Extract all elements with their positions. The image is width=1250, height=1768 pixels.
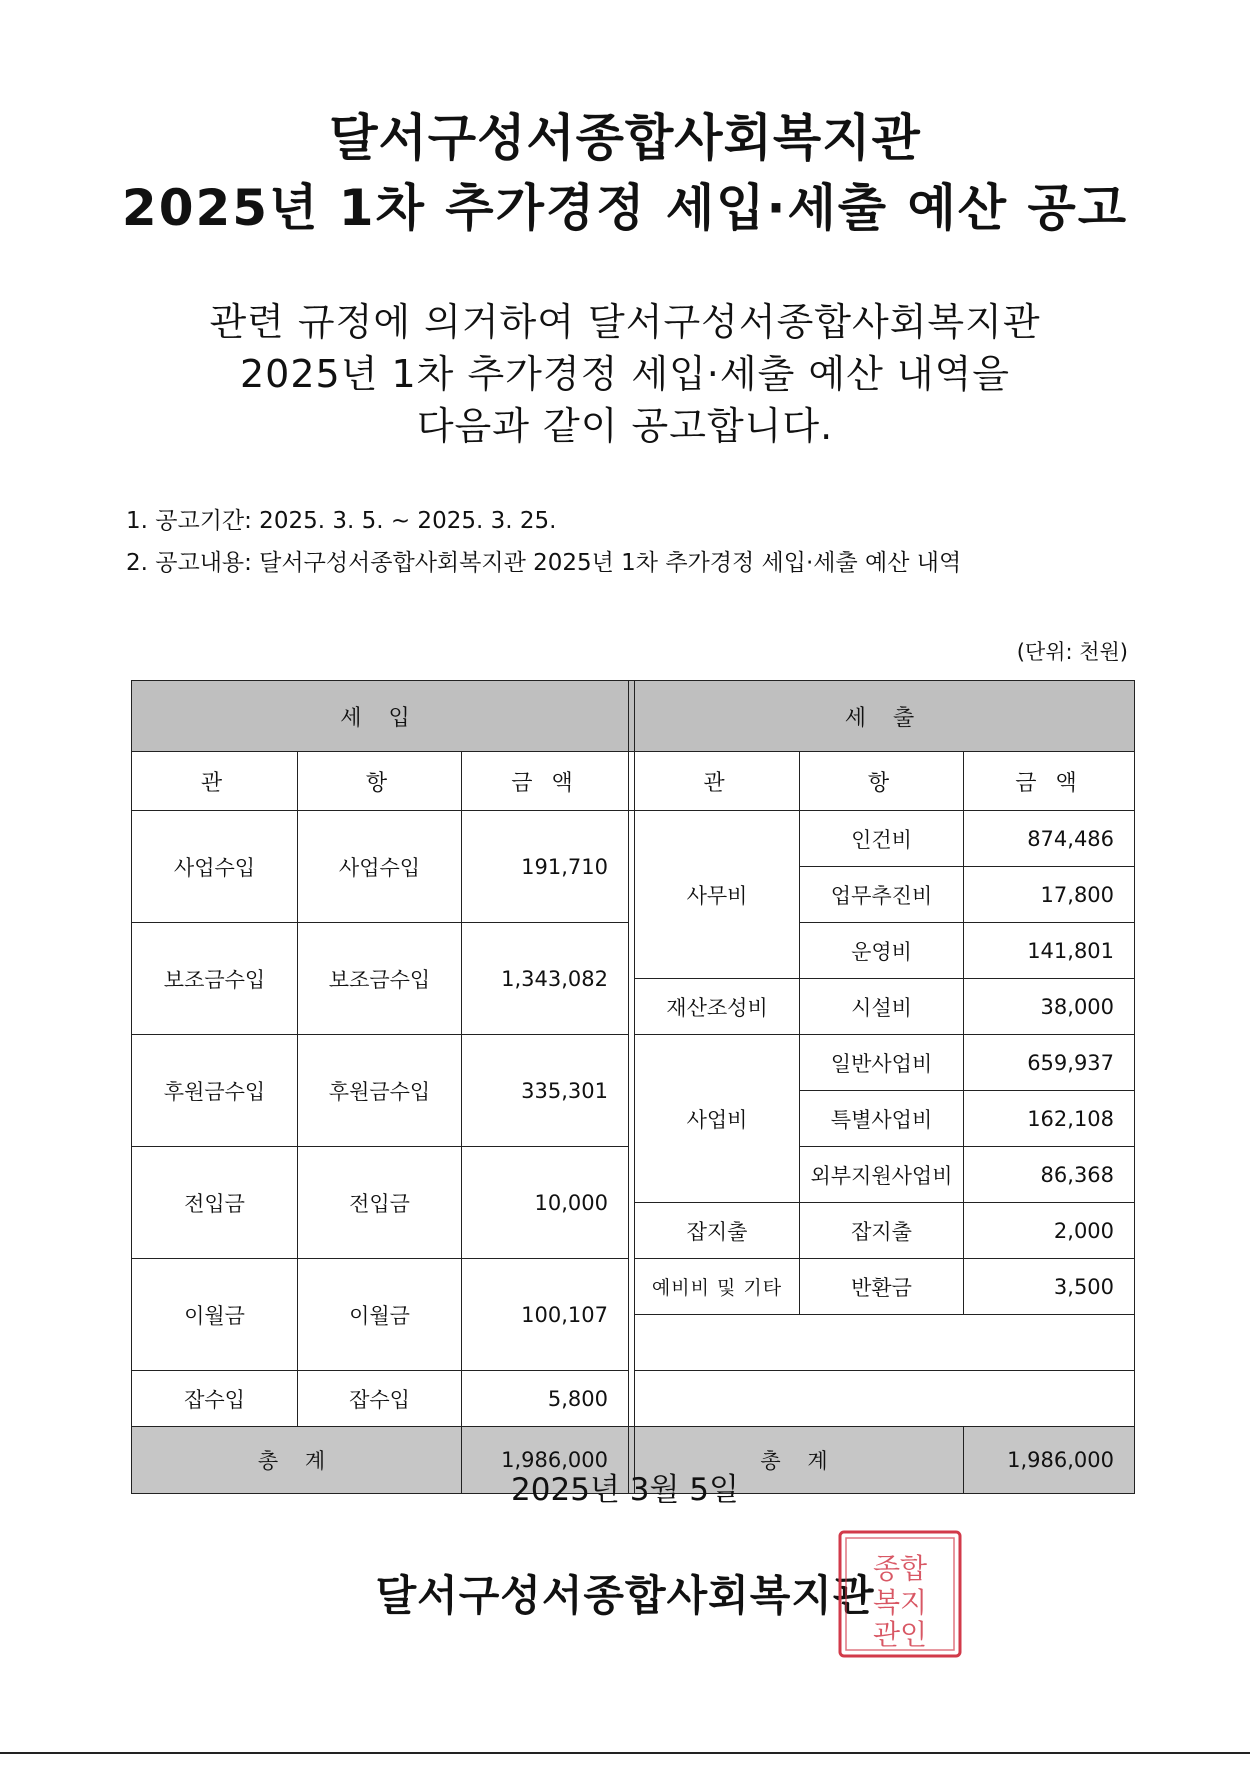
expense-section-header: 세 출: [635, 681, 1135, 752]
revenue-gwan: 보조금수입: [132, 923, 298, 1035]
revenue-gwan: 사업수입: [132, 811, 298, 923]
notice-period: 1. 공고기간: 2025. 3. 5. ~ 2025. 3. 25.: [126, 508, 557, 534]
expense-amount: 17,800: [964, 867, 1135, 923]
expense-hang: 특별사업비: [800, 1091, 964, 1147]
notice-title-main: 2025년 1차 추가경정 세입·세출 예산 공고: [121, 179, 1129, 237]
revenue-section-header: 세 입: [132, 681, 629, 752]
issuer-name: 달서구성서종합사회복지관: [375, 1571, 875, 1620]
revenue-gwan: 후원금수입: [132, 1035, 298, 1147]
intro-line-1: 관련 규정에 의거하여 달서구성서종합사회복지관: [209, 300, 1041, 344]
expense-gwan: 재산조성비: [635, 979, 800, 1035]
notice-title-org: 달서구성서종합사회복지관: [329, 109, 921, 167]
svg-text:복지: 복지: [872, 1586, 928, 1619]
revenue-amount: 10,000: [462, 1147, 629, 1259]
revenue-hang: 사업수입: [298, 811, 462, 923]
budget-table: [131, 680, 1135, 1494]
expense-amount: 141,801: [964, 923, 1135, 979]
expense-amount: 659,937: [964, 1035, 1135, 1091]
notice-content: 2. 공고내용: 달서구성서종합사회복지관 2025년 1차 추가경정 세입·세출 예산 내역: [126, 550, 962, 576]
expense-gwan: 잡지출: [635, 1203, 800, 1259]
expense-hang: 외부지원사업비: [800, 1147, 964, 1203]
revenue-col-gwan: 관: [132, 752, 298, 811]
expense-gwan: 사무비: [635, 811, 800, 979]
revenue-amount: 100,107: [462, 1259, 629, 1371]
revenue-hang: 이월금: [298, 1259, 462, 1371]
expense-gwan: 예비비 및 기타: [635, 1259, 800, 1315]
expense-empty-area: [635, 1371, 1135, 1427]
revenue-hang: 전입금: [298, 1147, 462, 1259]
unit-label: (단위: 천원): [1016, 640, 1128, 664]
revenue-hang: 보조금수입: [298, 923, 462, 1035]
expense-hang: 반환금: [800, 1259, 964, 1315]
expense-hang: 인건비: [800, 811, 964, 867]
revenue-amount: 1,343,082: [462, 923, 629, 1035]
revenue-amount: 335,301: [462, 1035, 629, 1147]
intro-line-2: 2025년 1차 추가경정 세입·세출 예산 내역을: [240, 352, 1010, 396]
revenue-hang: 잡수입: [298, 1371, 462, 1427]
expense-total-label: 총 계: [635, 1427, 964, 1494]
revenue-hang: 후원금수입: [298, 1035, 462, 1147]
expense-empty-area: [635, 1315, 1135, 1371]
revenue-col-hang: 항: [298, 752, 462, 811]
notice-date: 2025년 3월 5일: [511, 1472, 739, 1508]
revenue-gwan: 전입금: [132, 1147, 298, 1259]
revenue-col-amount: 금 액: [462, 752, 629, 811]
revenue-total-amount: 1,986,000: [462, 1427, 629, 1494]
expense-col-gwan: 관: [635, 752, 800, 811]
expense-gwan: 사업비: [635, 1035, 800, 1203]
expense-hang: 일반사업비: [800, 1035, 964, 1091]
expense-amount: 874,486: [964, 811, 1135, 867]
expense-amount: 86,368: [964, 1147, 1135, 1203]
expense-amount: 3,500: [964, 1259, 1135, 1315]
expense-total-amount: 1,986,000: [964, 1427, 1135, 1494]
official-seal-stamp: [836, 1528, 964, 1660]
expense-col-hang: 항: [800, 752, 964, 811]
svg-text:종합: 종합: [872, 1552, 928, 1585]
revenue-amount: 191,710: [462, 811, 629, 923]
svg-text:관인: 관인: [872, 1618, 928, 1651]
page-bottom-line: [0, 1752, 1250, 1754]
intro-line-3: 다음과 같이 공고합니다.: [416, 404, 834, 448]
expense-hang: 시설비: [800, 979, 964, 1035]
revenue-amount: 5,800: [462, 1371, 629, 1427]
expense-amount: 162,108: [964, 1091, 1135, 1147]
revenue-gwan: 이월금: [132, 1259, 298, 1371]
expense-amount: 2,000: [964, 1203, 1135, 1259]
expense-hang: 잡지출: [800, 1203, 964, 1259]
expense-hang: 업무추진비: [800, 867, 964, 923]
expense-hang: 운영비: [800, 923, 964, 979]
expense-amount: 38,000: [964, 979, 1135, 1035]
revenue-total-label: 총 계: [132, 1427, 462, 1494]
expense-col-amount: 금 액: [964, 752, 1135, 811]
revenue-gwan: 잡수입: [132, 1371, 298, 1427]
